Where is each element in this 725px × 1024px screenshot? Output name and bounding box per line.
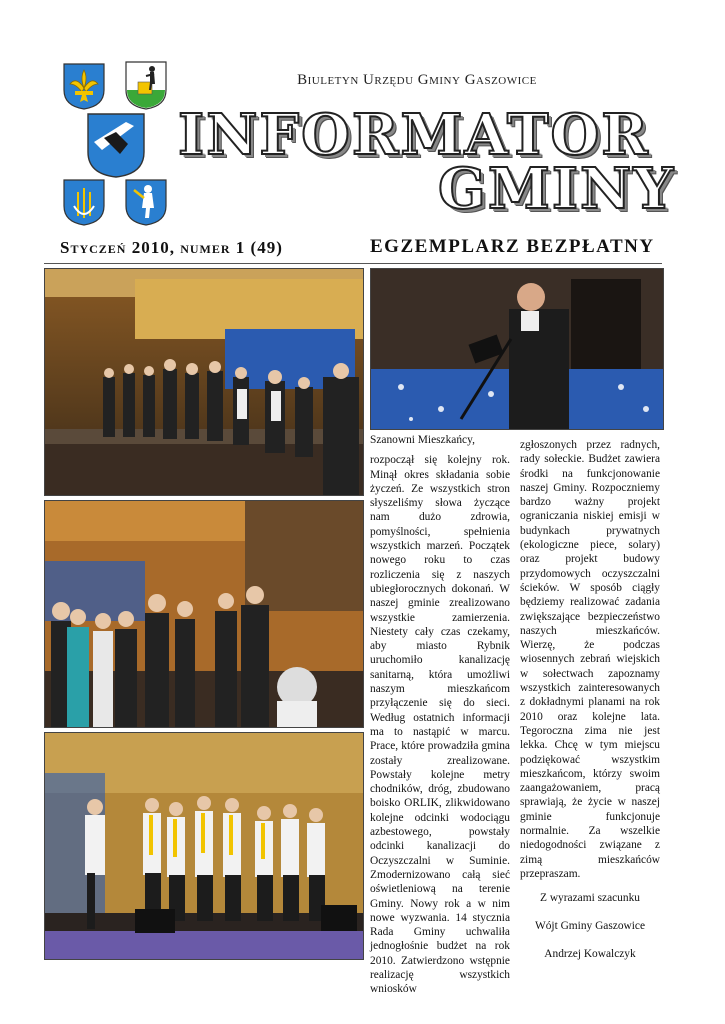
free-copy-label: EGZEMPLARZ BEZPŁATNY xyxy=(370,236,655,257)
photo-choir xyxy=(44,732,364,960)
header-divider xyxy=(44,263,662,264)
letter-column-1 xyxy=(370,433,510,997)
letter-closing: Z wyrazami szacunku xyxy=(540,892,640,905)
bulletin-subtitle: Biuletyn Urzędu Gminy Gaszowice xyxy=(297,72,537,88)
masthead-title xyxy=(176,102,716,220)
crest-main-icon xyxy=(86,112,146,183)
signature-role: Wójt Gminy Gaszowice xyxy=(534,920,646,933)
title-line-gminy: GMINY xyxy=(438,156,676,222)
photo-award-ceremony xyxy=(44,500,364,728)
photo-group-on-stage xyxy=(44,268,364,496)
photo-speaker xyxy=(370,268,664,430)
letter-body-2: zgłoszonych przez radnych, rady sołeckie. Budżet zawiera środki na funkcjonowanie naszej Gminy. Rozpoczniemy bardzo ważny projekt ograniczania niskiej emisji w budynkach prywatnych (ekologiczne piece, solary) oraz projekt budowy przydomowych oczyszczalni ścieków. W sposób ciągły będziemy realizować zadania zwiększające bezpieczeństwo naszych mieszkańców. Wierzę, że podczas wiosennych zebrań wiejskich w sołectwach zapoznamy wszystkich zainteresowanych z dokładnymi planami na rok 2010 oraz kolejne lata. Tegoroczna zima nie jest lekka. Chcę w tym miejscu podziękować wszystkim mieszkańcom, którzy swoim zaangażowaniem, pracą sprawiają, że życie w naszej gminie funkcjonuje normalnie. Za wszelkie niedogodności związane z zimą mieszkańców przepraszam. xyxy=(520,439,660,880)
crest-wheat-icon xyxy=(62,178,106,231)
letter-greeting: Szanowni Mieszkańcy, xyxy=(370,434,475,446)
letter-column-2 xyxy=(520,438,660,965)
letter-body-1: rozpoczął się kolejny rok. Minął okres składania sobie życzeń. Ze wszystkich stron słyszeliśmy słowa życzące nam dużo zdrowia, pomyślności, spełnienia wszystkich marzeń. Początek nowego roku to czas rozliczenia się z naszych ubiegłorocznych dokonań. W naszej gminie zrealizowano wszystkie zamierzenia. Niestety cały czas czekamy, aby miasto Rybnik uruchomiło kanalizację sanitarną, która umożliwi naszym mieszkańcom przyłączenie się do sieci. Według ostatnich informacji ma to nastąpić w marcu. Prace, które prowadziła gmina zostały zrealizowane. Powstały kolejne metry chodników, dróg, zbudowano boisko ORLIK, zlikwidowano kolejne odcinki wodociągu azbestowego, powstały odcinki kanalizacji do Oczyszczalni w Suminie. Zmodernizowano całą sieć oświetleniową na terenie Gminy. Nowy rok a w nim nowe wyzwania. 14 stycznia Rada Gminy uchwaliła jednogłośnie budżet na rok 2010. Zatwierdzono wstępnie realizację wszystkich wniosków xyxy=(370,454,510,996)
signature-name: Andrzej Kowalczyk xyxy=(544,948,636,961)
crest-smith-icon xyxy=(124,178,168,231)
issue-date: Styczeń 2010, numer 1 (49) xyxy=(60,238,283,257)
title-line-informator: INFORMATOR xyxy=(178,102,650,168)
crest-worker-icon xyxy=(124,60,168,115)
crest-lily-icon xyxy=(62,62,106,115)
